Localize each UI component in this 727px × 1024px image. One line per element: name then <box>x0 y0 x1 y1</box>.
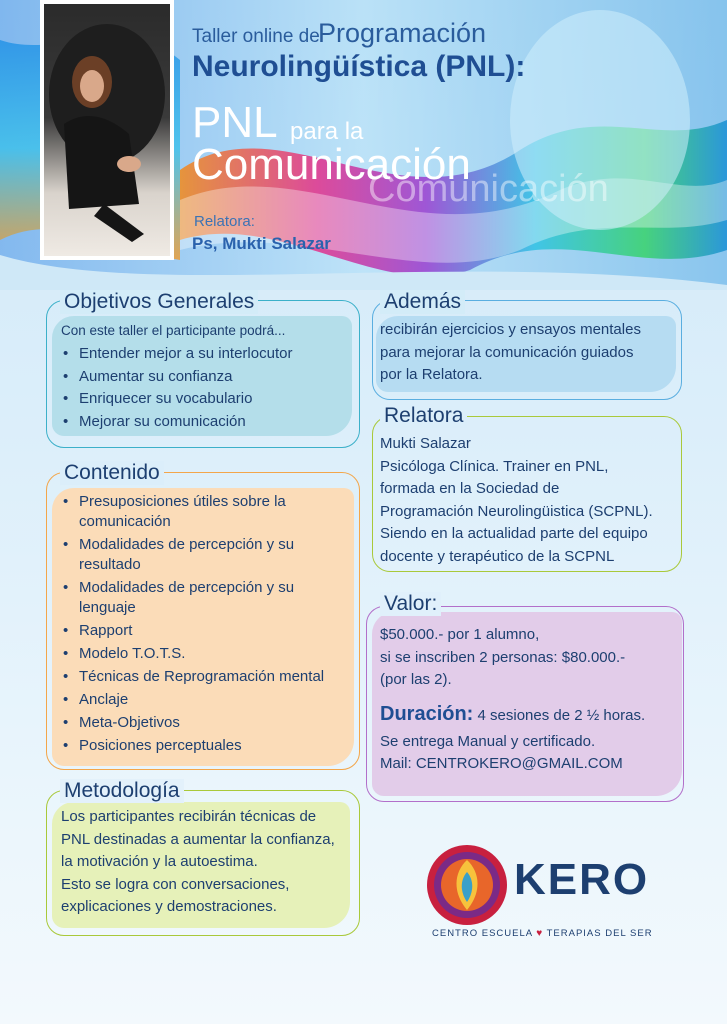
text-line: para mejorar la comunicación guiados <box>380 343 634 361</box>
duracion-value: 4 sesiones de 2 ½ horas. <box>477 707 646 724</box>
text-line: docente y terapéutico de la SCPNL <box>380 547 615 565</box>
objetivos-intro: Con este taller el participante podrá... <box>61 323 286 338</box>
title-para-la: para la <box>290 118 364 145</box>
text-line: si se inscriben 2 personas: $80.000.- <box>380 648 626 666</box>
title-taller-online: Taller online de <box>192 26 320 47</box>
metodologia-title: Metodología <box>60 779 184 803</box>
list-item: • Enriquecer su vocabulario <box>61 388 351 411</box>
title-comunicacion: Comunicación <box>192 140 471 189</box>
list-item: • Rapport <box>61 621 353 641</box>
text-line: (por las 2). <box>380 671 452 688</box>
text-line: Siendo en la actualidad parte del equipo <box>380 525 648 542</box>
list-item: • Entender mejor a su interlocutor <box>61 343 351 366</box>
list-item: • Modalidades de percepción y su resultado <box>61 535 353 575</box>
relatora-text <box>380 433 682 568</box>
text-line: Los participantes recibirán técnicas de <box>61 808 317 825</box>
heart-icon: ♥ <box>536 928 544 939</box>
list-item: • Modalidades de percepción y su lenguaje <box>61 578 353 618</box>
duracion-label: Duración: <box>380 703 474 725</box>
list-item: • Presuposiciones útiles sobre la comunicación <box>61 492 353 532</box>
list-item: • Posiciones perceptuales <box>61 736 353 756</box>
kero-emblem-icon <box>424 842 510 928</box>
ademas-title: Además <box>380 290 465 314</box>
title-neurolinguistica: Neurolingüística (PNL): <box>192 50 526 83</box>
kero-subtitle <box>432 928 653 939</box>
contenido-title: Contenido <box>60 461 164 485</box>
kero-wordmark: KERO <box>514 855 650 904</box>
list-item: • Aumentar su confianza <box>61 366 351 389</box>
text-line: la motivación y la autoestima. <box>61 853 258 870</box>
manual-text: Se entrega Manual y certificado. <box>380 733 596 750</box>
objetivos-title: Objetivos Generales <box>60 290 258 314</box>
valor-title: Valor: <box>380 592 441 616</box>
relatora-name: Ps, Mukti Salazar <box>192 234 331 253</box>
title-pnl-big: PNL <box>192 98 278 147</box>
text-line: Esto se logra con conversaciones, <box>61 875 290 893</box>
text-line: Psicóloga Clínica. Trainer en PNL, <box>380 457 609 475</box>
relatora-title: Relatora <box>380 404 467 428</box>
title-programacion: Programación <box>318 18 487 48</box>
kero-subtitle-left: CENTRO ESCUELA <box>432 928 533 939</box>
list-item: • Modelo T.O.T.S. <box>61 644 353 664</box>
list-item: • Mejorar su comunicación <box>61 411 351 434</box>
title-ghost-comunicacion: Comunicación <box>368 168 609 210</box>
speaker-figure <box>44 4 170 256</box>
duracion-row <box>380 703 682 728</box>
speaker-photo <box>40 0 174 260</box>
mail-text: Mail: CENTROKERO@GMAIL.COM <box>380 755 623 772</box>
metodologia-text <box>61 806 353 919</box>
text-line: recibirán ejercicios y ensayos mentales <box>380 321 641 338</box>
list-item: • Técnicas de Reprogramación mental <box>61 667 353 687</box>
valor-text <box>380 624 682 692</box>
text-line: explicaciones y demostraciones. <box>61 898 277 915</box>
relatora-label: Relatora: <box>194 213 255 230</box>
kero-subtitle-right: TERAPIAS DEL SER <box>546 928 653 939</box>
list-item: • Anclaje <box>61 690 353 710</box>
text-line: $50.000.- por 1 alumno, <box>380 626 540 643</box>
ademas-text <box>380 319 680 387</box>
text-line: Mukti Salazar <box>380 435 471 452</box>
objetivos-list <box>61 343 351 433</box>
text-line: por la Relatora. <box>380 366 483 383</box>
contenido-list <box>61 492 353 756</box>
text-line: Programación Neurolingüistica (SCPNL). <box>380 502 653 520</box>
text-line: formada en la Sociedad de <box>380 480 560 497</box>
list-item: • Meta-Objetivos <box>61 713 353 733</box>
text-line: PNL destinadas a aumentar la confianza, <box>61 830 335 848</box>
